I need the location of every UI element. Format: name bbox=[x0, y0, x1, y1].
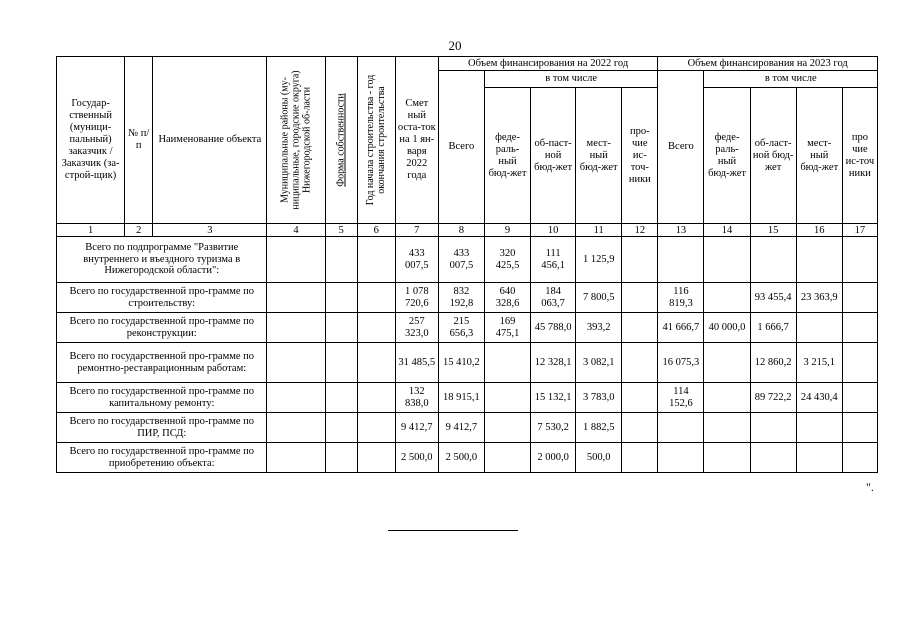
value-cell-col-10: 7 530,2 bbox=[531, 413, 576, 443]
value-cell-col-13 bbox=[658, 237, 704, 283]
column-number: 1 bbox=[57, 224, 125, 237]
value-cell-col-8: 832 192,8 bbox=[438, 283, 484, 313]
header-customer: Государ-ственный (муници-пальный) заказчик / Заказчик (за-строй-щик) bbox=[57, 57, 125, 224]
value-cell-col-7: 1 078 720,6 bbox=[395, 283, 438, 313]
table-row bbox=[57, 443, 878, 473]
value-cell-col-8: 2 500,0 bbox=[438, 443, 484, 473]
years-cell bbox=[357, 283, 395, 313]
value-cell-col-16 bbox=[796, 413, 842, 443]
header-federal-2022: феде-раль-ный бюд-жет bbox=[484, 88, 530, 224]
value-cell-col-12 bbox=[622, 283, 658, 313]
ownership-cell bbox=[325, 283, 357, 313]
value-cell-col-9 bbox=[484, 343, 530, 383]
row-name: Всего по государственной про-грамме по строительству: bbox=[57, 283, 267, 313]
column-number: 8 bbox=[438, 224, 484, 237]
header-municipality-text: Муниципальные районы (му-ниципальные, городские округа) Нижегородской об-ласти bbox=[279, 70, 313, 210]
footnote-separator-line bbox=[388, 530, 518, 531]
ownership-cell bbox=[325, 443, 357, 473]
value-cell-col-9: 320 425,5 bbox=[484, 237, 530, 283]
header-including-2023: в том числе bbox=[704, 71, 878, 88]
value-cell-col-13: 16 075,3 bbox=[658, 343, 704, 383]
table-body bbox=[57, 237, 878, 473]
value-cell-col-11: 7 800,5 bbox=[576, 283, 622, 313]
ownership-cell bbox=[325, 383, 357, 413]
column-number: 5 bbox=[325, 224, 357, 237]
value-cell-col-11: 1 882,5 bbox=[576, 413, 622, 443]
value-cell-col-7: 433 007,5 bbox=[395, 237, 438, 283]
value-cell-col-16: 23 363,9 bbox=[796, 283, 842, 313]
header-fin-2023: Объем финансирования на 2023 год bbox=[658, 57, 878, 71]
years-cell bbox=[357, 313, 395, 343]
column-number: 6 bbox=[357, 224, 395, 237]
value-cell-col-17 bbox=[842, 383, 877, 413]
row-name: Всего по государственной про-грамме по приобретению объекта: bbox=[57, 443, 267, 473]
value-cell-col-15 bbox=[750, 237, 796, 283]
column-number: 13 bbox=[658, 224, 704, 237]
value-cell-col-17 bbox=[842, 413, 877, 443]
years-cell bbox=[357, 343, 395, 383]
value-cell-col-11: 1 125,9 bbox=[576, 237, 622, 283]
value-cell-col-10: 2 000,0 bbox=[531, 443, 576, 473]
value-cell-col-11: 500,0 bbox=[576, 443, 622, 473]
value-cell-col-17 bbox=[842, 343, 877, 383]
column-number: 16 bbox=[796, 224, 842, 237]
table-row bbox=[57, 313, 878, 343]
column-number: 17 bbox=[842, 224, 877, 237]
ownership-cell bbox=[325, 343, 357, 383]
value-cell-col-10: 15 132,1 bbox=[531, 383, 576, 413]
value-cell-col-15 bbox=[750, 413, 796, 443]
value-cell-col-11: 3 783,0 bbox=[576, 383, 622, 413]
value-cell-col-16: 3 215,1 bbox=[796, 343, 842, 383]
value-cell-col-11: 393,2 bbox=[576, 313, 622, 343]
value-cell-col-14 bbox=[704, 343, 750, 383]
municipality-cell bbox=[267, 343, 325, 383]
municipality-cell bbox=[267, 443, 325, 473]
header-num: № п/п bbox=[125, 57, 153, 224]
header-local-2022: мест-ный бюд-жет bbox=[576, 88, 622, 224]
value-cell-col-10: 12 328,1 bbox=[531, 343, 576, 383]
value-cell-col-10: 184 063,7 bbox=[531, 283, 576, 313]
years-cell bbox=[357, 413, 395, 443]
column-number: 9 bbox=[484, 224, 530, 237]
header-total-2022: Всего bbox=[438, 71, 484, 224]
table-row bbox=[57, 237, 878, 283]
municipality-cell bbox=[267, 237, 325, 283]
municipality-cell bbox=[267, 283, 325, 313]
value-cell-col-12 bbox=[622, 383, 658, 413]
header-object-name: Наименование объекта bbox=[153, 57, 267, 224]
column-number: 7 bbox=[395, 224, 438, 237]
value-cell-col-8: 9 412,7 bbox=[438, 413, 484, 443]
value-cell-col-9 bbox=[484, 413, 530, 443]
value-cell-col-12 bbox=[622, 443, 658, 473]
column-number: 2 bbox=[125, 224, 153, 237]
column-number: 10 bbox=[531, 224, 576, 237]
header-regional-2022: об-паст-ной бюд-жет bbox=[531, 88, 576, 224]
municipality-cell bbox=[267, 383, 325, 413]
row-name: Всего по государственной про-грамме по капитальному ремонту: bbox=[57, 383, 267, 413]
value-cell-col-16 bbox=[796, 443, 842, 473]
value-cell-col-12 bbox=[622, 313, 658, 343]
column-number: 15 bbox=[750, 224, 796, 237]
value-cell-col-15 bbox=[750, 443, 796, 473]
value-cell-col-12 bbox=[622, 413, 658, 443]
value-cell-col-7: 257 323,0 bbox=[395, 313, 438, 343]
table-row bbox=[57, 283, 878, 313]
header-municipality bbox=[267, 57, 325, 224]
header-ownership bbox=[325, 57, 357, 224]
value-cell-col-17 bbox=[842, 237, 877, 283]
header-total-2023: Всего bbox=[658, 71, 704, 224]
value-cell-col-14 bbox=[704, 383, 750, 413]
value-cell-col-16 bbox=[796, 313, 842, 343]
header-local-2023: мест-ный бюд-жет bbox=[796, 88, 842, 224]
row-name: Всего по государственной про-грамме по ПИР, ПСД: bbox=[57, 413, 267, 443]
table-row bbox=[57, 343, 878, 383]
value-cell-col-14 bbox=[704, 443, 750, 473]
column-number: 14 bbox=[704, 224, 750, 237]
value-cell-col-13 bbox=[658, 413, 704, 443]
value-cell-col-9: 169 475,1 bbox=[484, 313, 530, 343]
table-row bbox=[57, 383, 878, 413]
financing-table bbox=[56, 56, 878, 473]
value-cell-col-16: 24 430,4 bbox=[796, 383, 842, 413]
header-other-2023: про чие ис-точ ники bbox=[842, 88, 877, 224]
value-cell-col-7: 132 838,0 bbox=[395, 383, 438, 413]
closing-quote: ". bbox=[866, 480, 874, 494]
row-name: Всего по подпрограмме "Развитие внутреннего и въездного туризма в Нижегородской области": bbox=[57, 237, 267, 283]
value-cell-col-14 bbox=[704, 413, 750, 443]
header-years bbox=[357, 57, 395, 224]
header-including-2022: в том числе bbox=[484, 71, 657, 88]
page-number: 20 bbox=[448, 38, 462, 53]
value-cell-col-17 bbox=[842, 313, 877, 343]
ownership-cell bbox=[325, 237, 357, 283]
column-number: 4 bbox=[267, 224, 325, 237]
value-cell-col-15: 93 455,4 bbox=[750, 283, 796, 313]
ownership-cell bbox=[325, 413, 357, 443]
value-cell-col-9 bbox=[484, 443, 530, 473]
column-number: 3 bbox=[153, 224, 267, 237]
value-cell-col-8: 15 410,2 bbox=[438, 343, 484, 383]
header-ownership-text: Форма собственности bbox=[335, 93, 347, 187]
value-cell-col-7: 31 485,5 bbox=[395, 343, 438, 383]
value-cell-col-15: 1 666,7 bbox=[750, 313, 796, 343]
value-cell-col-16 bbox=[796, 237, 842, 283]
value-cell-col-14 bbox=[704, 283, 750, 313]
value-cell-col-14 bbox=[704, 237, 750, 283]
value-cell-col-17 bbox=[842, 283, 877, 313]
value-cell-col-13: 116 819,3 bbox=[658, 283, 704, 313]
years-cell bbox=[357, 383, 395, 413]
value-cell-col-10: 45 788,0 bbox=[531, 313, 576, 343]
table-row bbox=[57, 413, 878, 443]
municipality-cell bbox=[267, 413, 325, 443]
value-cell-col-11: 3 082,1 bbox=[576, 343, 622, 383]
municipality-cell bbox=[267, 313, 325, 343]
value-cell-col-8: 215 656,3 bbox=[438, 313, 484, 343]
years-cell bbox=[357, 237, 395, 283]
value-cell-col-13: 114 152,6 bbox=[658, 383, 704, 413]
years-cell bbox=[357, 443, 395, 473]
value-cell-col-9: 640 328,6 bbox=[484, 283, 530, 313]
header-years-text: Год начала строительства - год окончания строительства bbox=[365, 74, 388, 206]
header-federal-2023: феде-раль-ный бюд-жет bbox=[704, 88, 750, 224]
column-number-row bbox=[57, 224, 878, 237]
value-cell-col-7: 2 500,0 bbox=[395, 443, 438, 473]
value-cell-col-9 bbox=[484, 383, 530, 413]
column-number: 11 bbox=[576, 224, 622, 237]
value-cell-col-8: 18 915,1 bbox=[438, 383, 484, 413]
column-number: 12 bbox=[622, 224, 658, 237]
header-fin-2022: Объем финансирования на 2022 год bbox=[438, 57, 658, 71]
header-regional-2023: об-ласт-ной бюд-жет bbox=[750, 88, 796, 224]
row-name: Всего по государственной про-грамме по ремонтно-реставрационным работам: bbox=[57, 343, 267, 383]
ownership-cell bbox=[325, 313, 357, 343]
header-estimate: Смет ный оста-ток на 1 ян-варя 2022 года bbox=[395, 57, 438, 224]
value-cell-col-15: 12 860,2 bbox=[750, 343, 796, 383]
value-cell-col-13: 41 666,7 bbox=[658, 313, 704, 343]
value-cell-col-12 bbox=[622, 343, 658, 383]
value-cell-col-15: 89 722,2 bbox=[750, 383, 796, 413]
value-cell-col-12 bbox=[622, 237, 658, 283]
value-cell-col-17 bbox=[842, 443, 877, 473]
value-cell-col-8: 433 007,5 bbox=[438, 237, 484, 283]
row-name: Всего по государственной про-грамме по реконструкции: bbox=[57, 313, 267, 343]
value-cell-col-13 bbox=[658, 443, 704, 473]
value-cell-col-14: 40 000,0 bbox=[704, 313, 750, 343]
value-cell-col-10: 111 456,1 bbox=[531, 237, 576, 283]
header-other-2022: про-чие ис-точ-ники bbox=[622, 88, 658, 224]
value-cell-col-7: 9 412,7 bbox=[395, 413, 438, 443]
